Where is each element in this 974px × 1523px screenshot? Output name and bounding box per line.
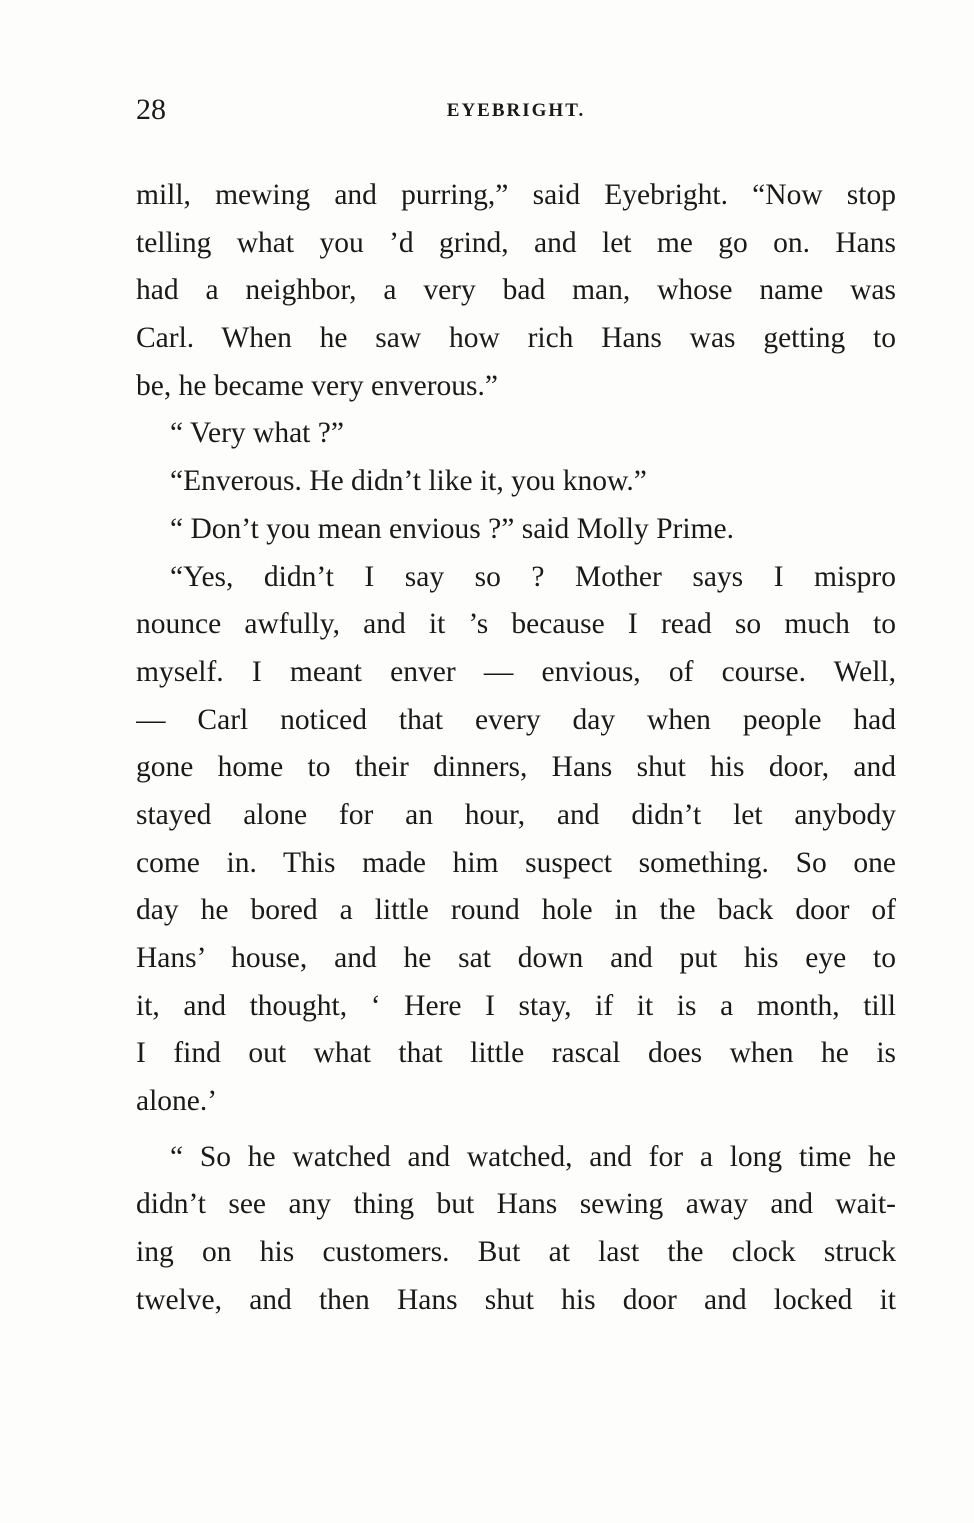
text-line: didn’t see any thing but Hans sewing away and wait- [136,1188,896,1221]
text-line: mill, mewing and purring,” said Eyebright. “Now stop [136,179,896,211]
text-line: “ Very what ?” [170,417,344,450]
running-head: EYEBRIGHT. [446,100,586,121]
text-line: gone home to their dinners, Hans shut his door, and [136,751,896,784]
text-line: nounce awfully, and it ’s because I read so much to [136,608,896,641]
text-line: “Enverous. He didn’t like it, you know.” [170,465,647,498]
text-line: Carl. When he saw how rich Hans was getting to [136,322,896,355]
text-line: day he bored a little round hole in the back door of [136,894,896,927]
text-line: myself. I meant enver — envious, of course. Well, [136,655,896,688]
text-line: telling what you ’d grind, and let me go on. Hans [136,226,896,259]
page-header [136,92,896,132]
page-number: 28 [136,93,166,126]
text-line: “ So he watched and watched, and for a long time he [170,1140,896,1173]
text-line: alone.’ [136,1085,218,1118]
text-line: had a neighbor, a very bad man, whose name was [136,274,896,307]
text-line: be, he became very enverous.” [136,369,499,402]
text-line: “Yes, didn’t I say so ? Mother says I mispro [170,560,896,593]
text-line: Hans’ house, and he sat down and put his eye to [136,942,896,974]
text-line: it, and thought, ‘ Here I stay, if it is a month, till [136,989,896,1022]
text-line: come in. This made him suspect something. So one [136,846,896,879]
text-line: “ Don’t you mean envious ?” said Molly Prime. [170,512,734,545]
text-line: stayed alone for an hour, and didn’t let anybody [136,798,896,831]
text-line: I find out what that little rascal does when he is [136,1037,896,1070]
paragraph-gap [136,1126,896,1134]
text-line: — Carl noticed that every day when people had [136,703,896,736]
text-line: ing on his customers. But at last the clock struck [136,1236,896,1269]
text-line: twelve, and then Hans shut his door and locked it [136,1283,896,1316]
body-text [136,172,896,1325]
